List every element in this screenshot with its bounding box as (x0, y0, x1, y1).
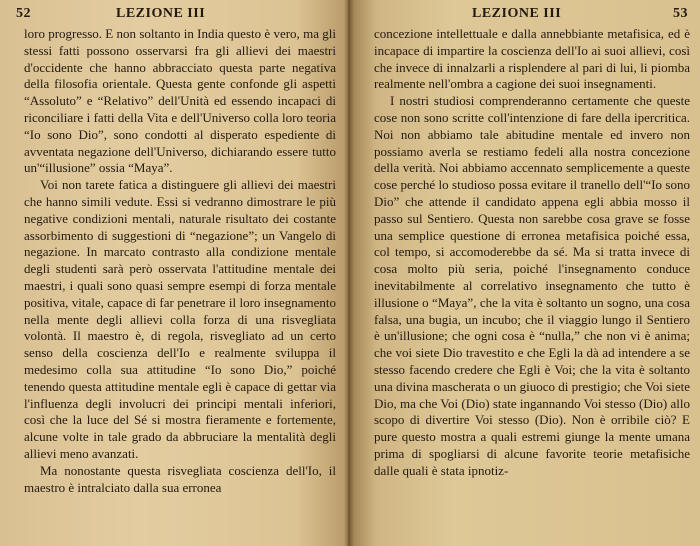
right-page (348, 0, 700, 546)
right-paragraph-1: concezione intellettuale e dalla annebbiante metafisica, ed è incapace di impartire la coscienza dell'Io ai suoi allievi, così che invece di innalzarli a risplendere al pari di lui, li piomba realmente nell'ombra a cagione dei suoi insegnamenti. (374, 26, 690, 92)
right-paragraph-2: I nostri studiosi comprenderanno certamente che queste cose non sono scritte coll'intenzione di fare della ipercritica. Noi non abbiamo tale abitudine mentale ed invero non possiamo averla se restiamo fedeli alla nostra concezione della verità. Noi abbiamo accennato semplicemente a queste cose perché lo studioso possa evitare il tranello dell'“Io sono Dio” che attende il candidato appena egli abbia mosso il passo sul Sentiero. Questa non sarebbe cosa grave se fosse una semplice questione di erronea metafisica poiché essa, col tempo, si accomoderebbe da sé. Ma si tratta invece di cosa molto più seria, poiché l'insegnamento conduce inevitabilmente al correlativo insegnamento che tutto è illusione o “Maya”, che la vita è soltanto un sogno, una cosa falsa, una bugia, un incubo; che il viaggio lungo il Sentiero è un'illusione; che ogni cosa è “nulla,” che non vi è anima; che voi siete Dio travestito e che Egli la dà ad intendere a se stesso facendo credere che Egli è Voi; che la vita è soltanto una divina mascherata o un giuoco di prestigio; che Voi siete Dio, ma che Voi (Dio) state ingannando Voi stesso (Dio) allo scopo di divertire Voi stesso (Dio). Non è orribile ciò? E pure questo mostra a quali estremi giunge la mente umana prima di spogliarsi di alcune favorite teorie metafisiche dalle quali è stata ipnotiz- (374, 93, 690, 478)
left-page (0, 0, 348, 546)
left-paragraph-3: Ma nonostante questa risvegliata coscienza dell'Io, il maestro è intralciato dalla sua erronea (24, 462, 336, 495)
right-page-text (374, 26, 690, 480)
book-gutter-shadow (344, 0, 354, 546)
left-page-text (24, 26, 336, 496)
left-page-number: 52 (16, 6, 31, 21)
left-page-header (16, 4, 336, 26)
right-page-header (374, 4, 690, 26)
left-paragraph-1: loro progresso. E non soltanto in India questo è vero, ma gli stessi fatti possono osservarsi fra gli allievi dei maestri d'occidente che hanno abbracciato questa parte negativa della filosofia orientale. Questa gente confonde gli aspetti “Assoluto” e “Relativo” dell'Unità ed essendo incapaci di riconciliare i fatti della Vita e dell'Universo colla loro teoria “Io sono Dio”, sono condotti al disperato espediente di avventata negazione dell'Universo, dichiarando essere tutto un'“illusione” ossia “Maya”. (24, 26, 336, 176)
right-page-number: 53 (673, 6, 688, 21)
right-chapter-title: LEZIONE III (472, 6, 562, 21)
left-paragraph-2: Voi non tarete fatica a distinguere gli allievi dei maestri che hanno simili vedute. Essi si vedranno dimostrare le più negative condizioni mentali, naturale risultato dei costante assorbimento di suggestioni di “negazione”; un Vangelo di negazione. In marcato contrasto alla condizione mentale degli studenti sarà però osservata l'attitudine mentale dei maestri, i quali sono quasi sempre esempi di forza mentale positiva, vitale, capace di far penetrare il loro insegnamento nella mente degli allievi colla forza di una risvegliata volontà. Il maestro è, di regola, risvegliato ad un certo senso della coscienza dell'Io e realmente sviluppa il medesimo colla sua attitudine “Io sono Dio,” poiché tenendo questa attitudine mentale egli è capace di gettar via l'influenza degli involucri dei principi mentali inferiori, così che la luce del Sé si mostra fieramente e fortemente, alcune volte in tale grado da abbruciare la mentalità degli allievi meno avanzati. (24, 177, 336, 461)
left-chapter-title: LEZIONE III (116, 6, 206, 21)
